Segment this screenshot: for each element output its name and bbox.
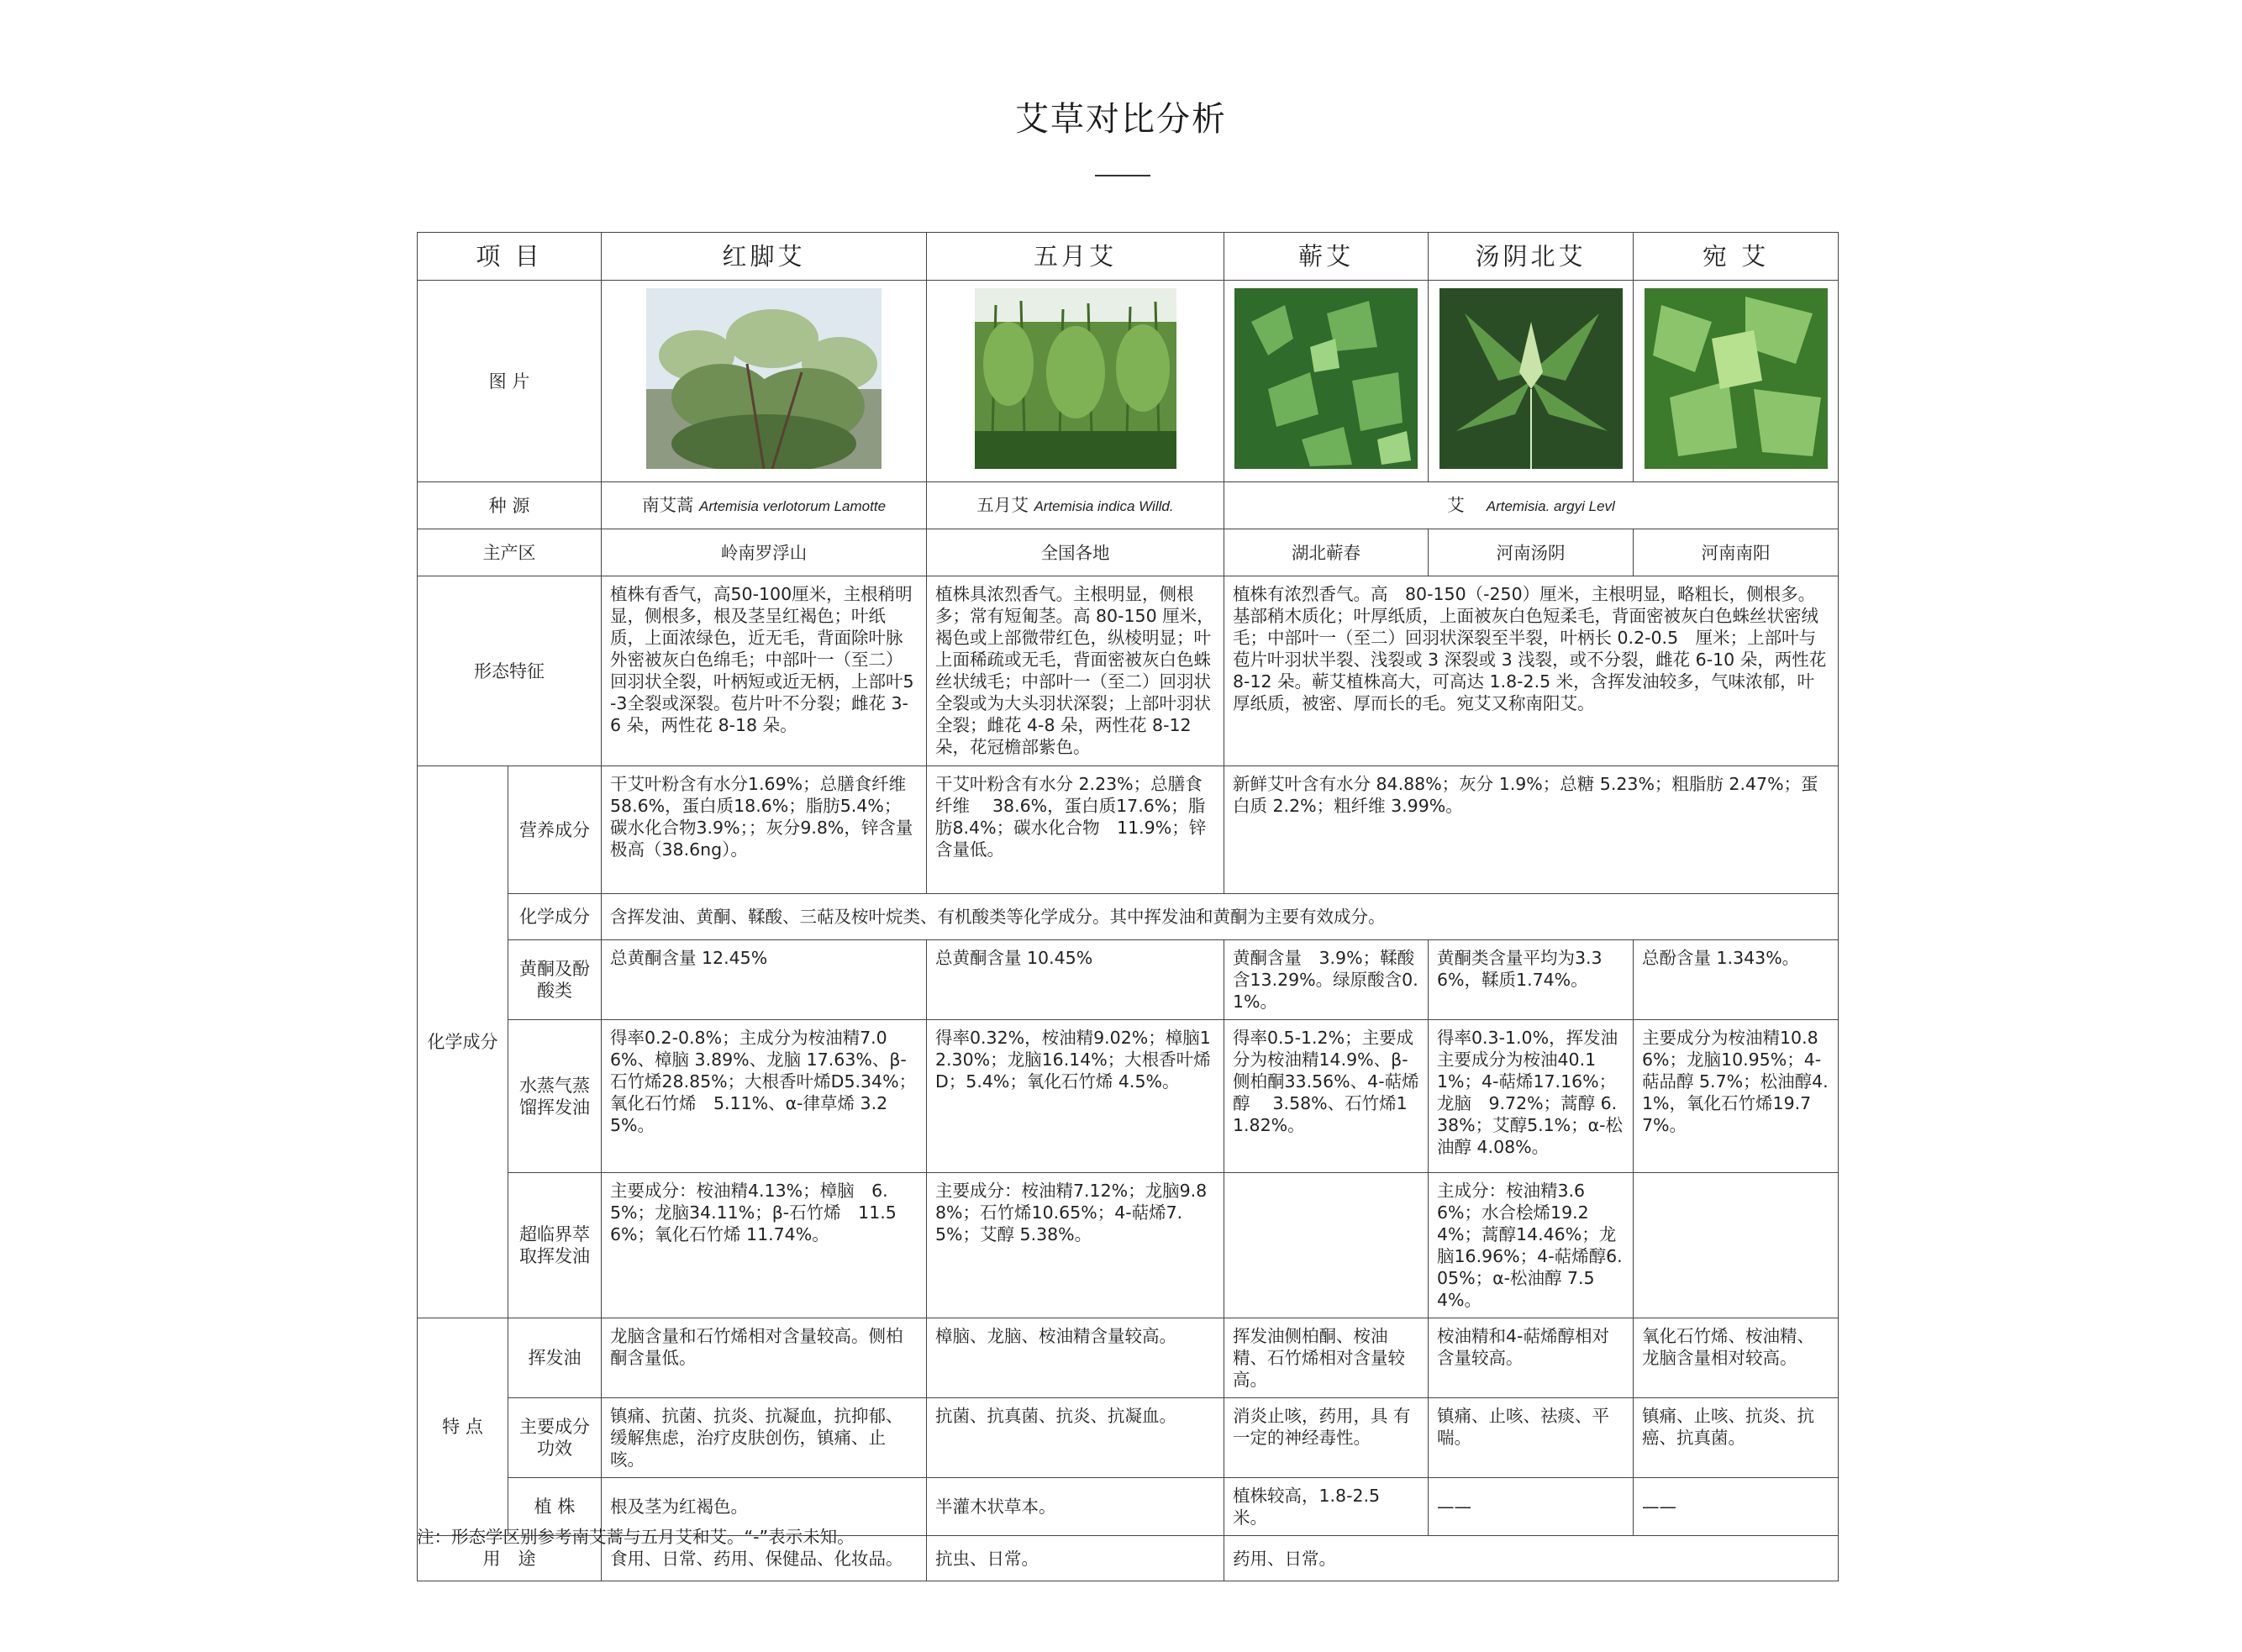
source-row [418,482,1839,529]
photo-cell-wuyue [927,281,1224,482]
header-wuyue: 五月艾 [927,233,1224,281]
efficacy-wuyue: 抗菌、抗真菌、抗炎、抗凝血。 [927,1398,1224,1478]
source-ai-latin: Artemisia. argyi Levl [1486,497,1615,514]
plant-qiai: 植株较高，1.8-2.5 米。 [1224,1478,1429,1536]
efficacy-hongjiao: 镇痛、抗菌、抗炎、抗凝血，抗抑郁、缓解焦虑，治疗皮肤创伤，镇痛、止咳。 [602,1398,927,1478]
plant-hongjiao: 根及茎为红褐色。 [602,1478,927,1536]
source-wuyue-cn: 五月艾 [976,494,1029,515]
plant-photo-hongjiao [646,288,882,469]
group-label-features: 特 点 [418,1318,508,1536]
picture-row [418,281,1839,482]
flavonoids-row [418,940,1839,1020]
supercritical-hongjiao: 主要成分：桉油精4.13%；樟脑 6.5%；龙脑34.11%；β-石竹烯 11.56%；氧化石竹烯 11.74%。 [602,1173,927,1318]
plant-wanai: —— [1634,1478,1839,1536]
usage-wuyue: 抗虫、日常。 [927,1536,1224,1581]
volatile-qiai: 挥发油侧柏酮、桉油精、石竹烯相对含量较高。 [1224,1318,1429,1398]
steam-oil-hongjiao: 得率0.2-0.8%；主成分为桉油精7.06%、樟脑 3.89%、龙脑 17.63%、β-石竹烯28.85%；大根香叶烯D5.34%；氧化石竹烯 5.11%、α-律草烯 3.25%。 [602,1020,927,1173]
supercritical-wuyue: 主要成分：桉油精7.12%；龙脑9.88%；石竹烯10.65%；4-萜烯7.5%；艾醇 5.38%。 [927,1173,1224,1318]
steam-oil-qiai: 得率0.5-1.2%；主要成分为桉油精14.9%、β-侧柏酮33.56%、4-萜烯醇 3.58%、石竹烯11.82%。 [1224,1020,1429,1173]
components-all: 含挥发油、黄酮、鞣酸、三萜及桉叶烷类、有机酸类等化学成分。其中挥发油和黄酮为主要有效成分。 [602,894,1839,940]
supercritical-row [418,1173,1839,1318]
header-tangyin: 汤阴北艾 [1429,233,1634,281]
source-hongjiao [602,482,927,529]
header-row [418,233,1839,281]
volatile-hongjiao: 龙脑含量和石竹烯相对含量较高。侧柏酮含量低。 [602,1318,927,1398]
morphology-wuyue: 植株具浓烈香气。主根明显，侧根多；常有短匍茎。高 80-150 厘米，褐色或上部微带红色，纵棱明显；叶上面稀疏或无毛，背面密被灰白色蛛丝状绒毛；中部叶一（至二）回羽状全裂或为大头羽状深裂；上部叶羽状全裂；雌花 4-8 朵，两性花 8-12 朵，花冠檐部紫色。 [927,576,1224,766]
efficacy-tangyin: 镇痛、止咳、祛痰、平喘。 [1429,1398,1634,1478]
steam-oil-wuyue: 得率0.32%，桉油精9.02%；樟脑12.30%；龙脑16.14%；大根香叶烯D；5.4%；氧化石竹烯 4.5%。 [927,1020,1224,1173]
volatile-tangyin: 桉油精和4-萜烯醇相对含量较高。 [1429,1318,1634,1398]
morphology-ai: 植株有浓烈香气。高 80-150（-250）厘米，主根明显，略粗长，侧根多。基部稍木质化；叶厚纸质，上面被灰白色短柔毛，背面密被灰白色蛛丝状密绒毛；中部叶一（至二）回羽状深裂至半裂，叶柄长 0.2-0.5 厘米；上部叶与苞片叶羽状半裂、浅裂或 3 深裂或 3 浅裂，或不分裂，雌花 6-10 朵，两性花 8-12 朵。蕲艾植株高大，可高达 1.8-2.5 米，含挥发油较多，气味浓郁，叶厚纸质，被密、厚而长的毛。宛艾又称南阳艾。 [1224,576,1839,766]
efficacy-qiai: 消炎止咳，药用，具 有一定的神经毒性。 [1224,1398,1429,1478]
region-wanai: 河南南阳 [1634,529,1839,576]
photo-cell-qiai [1224,281,1429,482]
source-hongjiao-cn: 南艾蒿 [641,494,694,515]
flavonoids-wuyue: 总黄酮含量 10.45% [927,940,1224,1020]
efficacy-row [418,1398,1839,1478]
header-wanai: 宛 艾 [1634,233,1839,281]
row-label-picture: 图 片 [418,281,602,482]
source-ai-cn: 艾 [1447,494,1465,515]
source-ai [1224,482,1839,529]
nutrition-ai: 新鲜艾叶含有水分 84.88%；灰分 1.9%；总糖 5.23%；粗脂肪 2.47%；蛋白质 2.2%；粗纤维 3.99%。 [1224,766,1839,894]
header-hongjiao: 红脚艾 [602,233,927,281]
usage-hongjiao: 食用、日常、药用、保健品、化妆品。 [602,1536,927,1581]
region-wuyue: 全国各地 [927,529,1224,576]
plant-photo-tangyin [1439,288,1623,469]
photo-cell-tangyin [1429,281,1634,482]
source-wuyue-latin: Artemisia indica Willd. [1034,497,1174,514]
source-hongjiao-latin: Artemisia verlotorum Lamotte [699,497,887,514]
plant-tangyin: —— [1429,1478,1634,1536]
row-label-source: 种 源 [418,482,602,529]
steam-oil-row [418,1020,1839,1173]
flavonoids-hongjiao: 总黄酮含量 12.45% [602,940,927,1020]
row-label-morphology: 形态特征 [418,576,602,766]
flavonoids-wanai: 总酚含量 1.343%。 [1634,940,1839,1020]
photo-cell-wanai [1634,281,1839,482]
row-label-flavonoids: 黄酮及酚酸类 [508,940,602,1020]
group-label-chemistry: 化学成分 [418,766,508,1318]
nutrition-hongjiao: 干艾叶粉含有水分1.69%；总膳食纤维 58.6%，蛋白质18.6%；脂肪5.4%；碳水化合物3.9%；；灰分9.8%，锌含量极高（38.6ng）。 [602,766,927,894]
plant-photo-wanai [1645,288,1828,469]
efficacy-wanai: 镇痛、止咳、抗炎、抗癌、抗真菌。 [1634,1398,1839,1478]
flavonoids-tangyin: 黄酮类含量平均为3.36%，鞣质1.74%。 [1429,940,1634,1020]
supercritical-wanai [1634,1173,1839,1318]
comparison-table [417,232,1839,1581]
row-label-volatile: 挥发油 [508,1318,602,1398]
header-qiai: 蕲艾 [1224,233,1429,281]
plant-wuyue: 半灌木状草本。 [927,1478,1224,1536]
source-wuyue [927,482,1224,529]
region-row [418,529,1839,576]
supercritical-tangyin: 主成分：桉油精3.66%；水合桧烯19.24%；蒿醇14.46%；龙脑16.96%；4-萜烯醇6.05%；α-松油醇 7.54%。 [1429,1173,1634,1318]
footnote: 注：形态学区别参考南艾蒿与五月艾和艾。“-”表示未知。 [417,1527,855,1547]
header-item: 项 目 [418,233,602,281]
row-label-region: 主产区 [418,529,602,576]
components-row [418,894,1839,940]
plant-photo-wuyue [975,288,1176,469]
nutrition-row [418,766,1839,894]
row-label-supercritical: 超临界萃取挥发油 [508,1173,602,1318]
morphology-row [418,576,1839,766]
region-qiai: 湖北蕲春 [1224,529,1429,576]
supercritical-qiai [1224,1173,1429,1318]
row-label-nutrition: 营养成分 [508,766,602,894]
flavonoids-qiai: 黄酮含量 3.9%；鞣酸含13.29%。绿原酸含0.1%。 [1224,940,1429,1020]
steam-oil-wanai: 主要成分为桉油精10.86%；龙脑10.95%；4-萜品醇 5.7%；松油醇4.1%，氧化石竹烯19.77%。 [1634,1020,1839,1173]
plant-photo-qiai [1234,288,1418,469]
volatile-wuyue: 樟脑、龙脑、桉油精含量较高。 [927,1318,1224,1398]
row-label-plant: 植 株 [508,1478,602,1536]
usage-ai: 药用、日常。 [1224,1536,1839,1581]
title-divider [1095,175,1150,176]
steam-oil-tangyin: 得率0.3-1.0%，挥发油主要成分为桉油40.11%；4-萜烯17.16%；龙脑 9.72%；蒿醇 6.38%；艾醇5.1%；α-松油醇 4.08%。 [1429,1020,1634,1173]
page-title: 艾草对比分析 [1015,100,1227,139]
row-label-components: 化学成分 [508,894,602,940]
row-label-usage: 用 途 [418,1536,602,1581]
morphology-hongjiao: 植株有香气，高50-100厘米，主根稍明显，侧根多，根及茎呈红褐色；叶纸质，上面浓绿色，近无毛，背面除叶脉外密被灰白色绵毛；中部叶一（至二）回羽状全裂，叶柄短或近无柄，上部叶5-3全裂或深裂。苞片叶不分裂；雌花 3-6 朵，两性花 8-18 朵。 [602,576,927,766]
photo-cell-hongjiao [602,281,927,482]
row-label-steam-oil: 水蒸气蒸馏挥发油 [508,1020,602,1173]
volatile-row [418,1318,1839,1398]
region-tangyin: 河南汤阴 [1429,529,1634,576]
row-label-efficacy: 主要成分功效 [508,1398,602,1478]
nutrition-wuyue: 干艾叶粉含有水分 2.23%；总膳食纤维 38.6%，蛋白质17.6%；脂肪8.4%；碳水化合物 11.9%；锌含量低。 [927,766,1224,894]
region-hongjiao: 岭南罗浮山 [602,529,927,576]
volatile-wanai: 氧化石竹烯、桉油精、龙脑含量相对较高。 [1634,1318,1839,1398]
